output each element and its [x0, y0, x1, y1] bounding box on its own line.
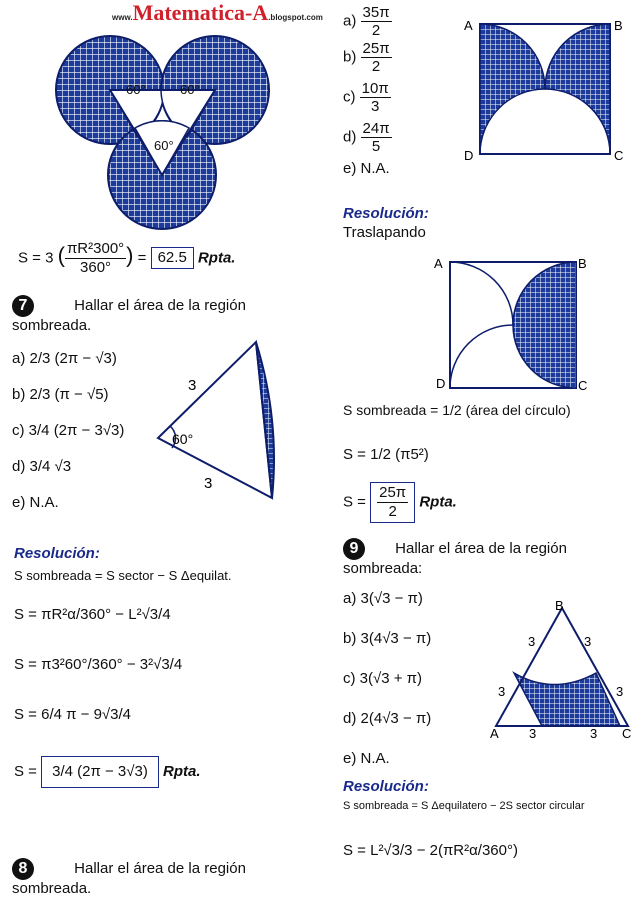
- side-label-bottom: 3: [204, 475, 213, 492]
- problem-8-step-1: S sombreada = 1/2 (área del círculo): [343, 402, 571, 418]
- problem-9-step-1: S sombreada = S Δequilatero − 2S sector circular: [343, 800, 585, 812]
- svg-text:D: D: [436, 376, 446, 391]
- problem-9-options: a) 3(√3 − π) b) 3(4√3 − π) c) 3(√3 + π) d) 2(4√3 − π) e) N.A.: [343, 590, 432, 767]
- angle-label-3: 60°: [154, 138, 174, 153]
- svg-text:3: 3: [528, 634, 536, 649]
- left-result: S = 3 ( $\frac{\text{πR²300°}}{360^\circ}$ ) = 62.5 Rpta.: [18, 240, 236, 276]
- problem-8-text: Hallar el área de la región sombreada.: [12, 860, 246, 897]
- problem-7-answer: S = 3/4 (2π − 3√3) Rpta.: [14, 756, 201, 788]
- problem-8-step-2: S = 1/2 (π5²): [343, 446, 429, 463]
- svg-text:3: 3: [616, 684, 624, 699]
- side-label-top: 3: [188, 377, 197, 394]
- result-lhs: S = 3: [18, 249, 54, 267]
- problem-9-figure: [484, 598, 636, 740]
- problem-8-options: a) $\frac{35\pi}{2}$ b) $\frac{25\pi}{2}$ c) $\frac{10\pi}{3}$ d) $\frac{24\pi}{5}$ e) N.A.: [343, 4, 390, 177]
- problem-7-text: Hallar el área de la región sombreada.: [12, 297, 246, 334]
- problem-9-statement: [343, 538, 637, 578]
- problem-8-number: 8: [12, 858, 34, 880]
- angle-label-2: 60°: [180, 82, 200, 97]
- three-circles-figure: [50, 30, 290, 230]
- problem-9-number: 9: [343, 538, 365, 560]
- problem-8-statement: [12, 858, 322, 898]
- site-header: [112, 0, 323, 26]
- option-e: N.A.: [29, 494, 59, 511]
- problem-7-statement: [12, 295, 322, 335]
- result-value: 62.5: [151, 247, 194, 269]
- option-d: 3/4 √3: [29, 458, 72, 475]
- angle-label-1: 60°: [126, 82, 146, 97]
- problem-9-step-2: S = L²√3/3 − 2(πR²α/360°): [343, 842, 518, 859]
- svg-text:C: C: [622, 726, 632, 740]
- svg-text:3: 3: [590, 726, 598, 740]
- svg-text:3: 3: [584, 634, 592, 649]
- problem-9-text: Hallar el área de la región sombreada:: [343, 540, 567, 577]
- svg-text:B: B: [614, 18, 623, 33]
- problem-7-figure: [148, 338, 288, 508]
- option-b: 2/3 (π − √5): [29, 386, 109, 403]
- problem-7-step-3: S = π3²60°/360° − 3²√3/4: [14, 656, 183, 673]
- problem-7-step-4: S = 6/4 π − 9√3/4: [14, 706, 131, 723]
- problem-7-step-2: S = πR²α/360° − L²√3/4: [14, 606, 171, 623]
- result-frac: $\frac{\text{πR²300°}}{360^\circ}$: [66, 240, 125, 276]
- svg-text:A: A: [464, 18, 473, 33]
- problem-8-resolucion: Resolución:: [343, 205, 429, 222]
- problem-8-answer: S = $\frac{25\pi}{2}$ Rpta.: [343, 482, 457, 523]
- angle-label: 60°: [172, 431, 194, 447]
- header-brand: Matematica-A: [132, 0, 269, 25]
- header-suffix: .blogspot.com: [268, 13, 323, 22]
- problem-7-number: 7: [12, 295, 34, 317]
- svg-text:3: 3: [498, 684, 506, 699]
- problem-7-resolucion: Resolución:: [14, 545, 100, 562]
- svg-text:C: C: [614, 148, 624, 163]
- header-prefix: www.: [112, 13, 133, 22]
- problem-9-resolucion: Resolución:: [343, 778, 429, 795]
- problem-8-figure-traslapado: [430, 252, 600, 394]
- svg-text:A: A: [490, 726, 499, 740]
- problem-7-answer-box: 3/4 (2π − 3√3): [41, 756, 159, 788]
- problem-8-rpta: Rpta.: [419, 493, 457, 511]
- svg-text:B: B: [578, 256, 587, 271]
- svg-text:B: B: [555, 598, 564, 613]
- problem-7-rpta: Rpta.: [163, 763, 201, 780]
- option-c: 3/4 (2π − 3√3): [28, 422, 125, 439]
- svg-text:C: C: [578, 378, 588, 393]
- problem-7-options: a) 2/3 (2π − √3) b) 2/3 (π − √5) c) 3/4 (2π − 3√3) d) 3/4 √3 e) N.A.: [12, 350, 125, 511]
- svg-text:D: D: [464, 148, 474, 163]
- result-rpta: Rpta.: [197, 249, 236, 267]
- traslapando-label: Traslapando: [343, 224, 426, 241]
- problem-7-step-1: S sombreada = S sector − S Δequilat.: [14, 568, 232, 583]
- problem-8-figure: [460, 14, 630, 164]
- option-a: 2/3 (2π − √3): [29, 350, 117, 367]
- svg-text:3: 3: [529, 726, 537, 740]
- svg-text:A: A: [434, 256, 443, 271]
